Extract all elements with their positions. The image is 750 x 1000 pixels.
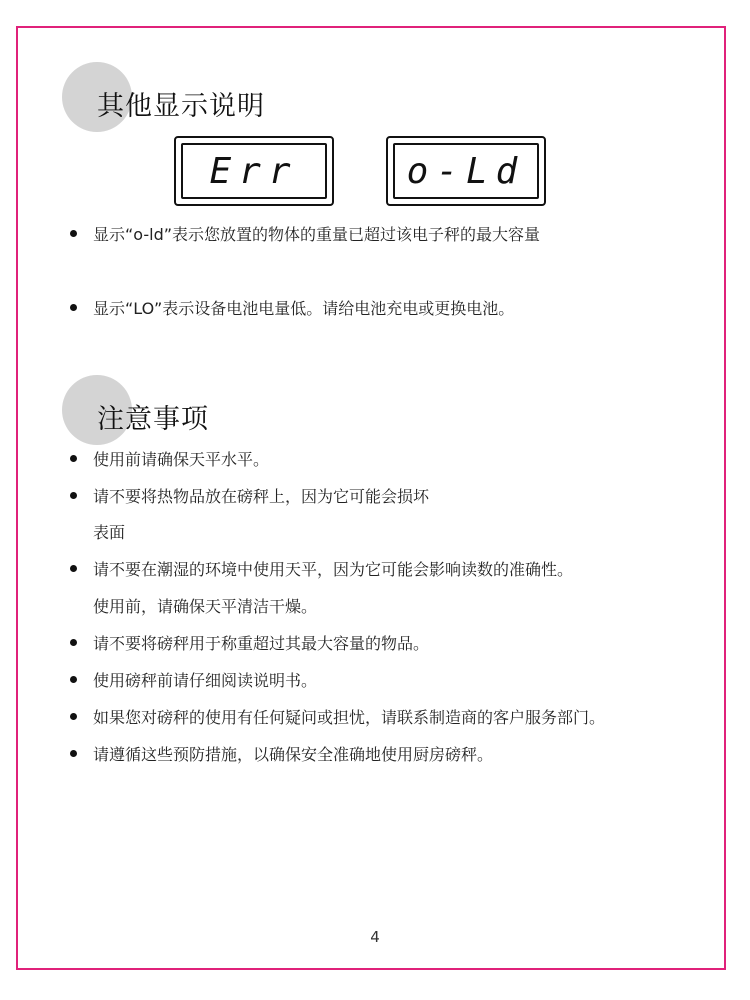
page-number: 4 (370, 928, 380, 946)
lcd-text: o-Ld (393, 143, 539, 199)
section-title: 注意事项 (97, 404, 209, 435)
bullet-icon (70, 676, 77, 683)
lcd-display-old (386, 136, 546, 206)
list-item: 使用磅秤前请仔细阅读说明书。 (70, 668, 317, 691)
list-item: 如果您对磅秤的使用有任何疑问或担忧，请联系制造商的客户服务部门。 (70, 705, 605, 728)
bullet-icon (70, 639, 77, 646)
lcd-display-err (174, 136, 334, 206)
list-item: 使用前请确保天平水平。 (70, 447, 269, 470)
bullet-icon (70, 565, 77, 572)
bullet-icon (70, 455, 77, 462)
list-item: 请不要将热物品放在磅秤上，因为它可能会损坏 (70, 484, 429, 507)
bullet-icon (70, 230, 77, 237)
bullet-icon (70, 750, 77, 757)
lcd-text: Err (181, 143, 327, 199)
list-item-continuation: 使用前，请确保天平清洁干燥。 (93, 597, 318, 616)
section-title: 其他显示说明 (97, 91, 265, 122)
bullet-icon (70, 713, 77, 720)
bullet-icon (70, 492, 77, 499)
list-item: 请不要将磅秤用于称重超过其最大容量的物品。 (70, 631, 429, 654)
list-item-continuation: 表面 (93, 523, 126, 542)
list-item: 显示“LO”表示设备电池电量低。请给电池充电或更换电池。 (70, 296, 514, 319)
list-item: 显示“o-ld”表示您放置的物体的重量已超过该电子秤的最大容量 (70, 222, 540, 245)
list-item: 请不要在潮湿的环境中使用天平，因为它可能会影响读数的准确性。 (70, 557, 573, 580)
list-item: 请遵循这些预防措施，以确保安全准确地使用厨房磅秤。 (70, 742, 493, 765)
bullet-icon (70, 304, 77, 311)
